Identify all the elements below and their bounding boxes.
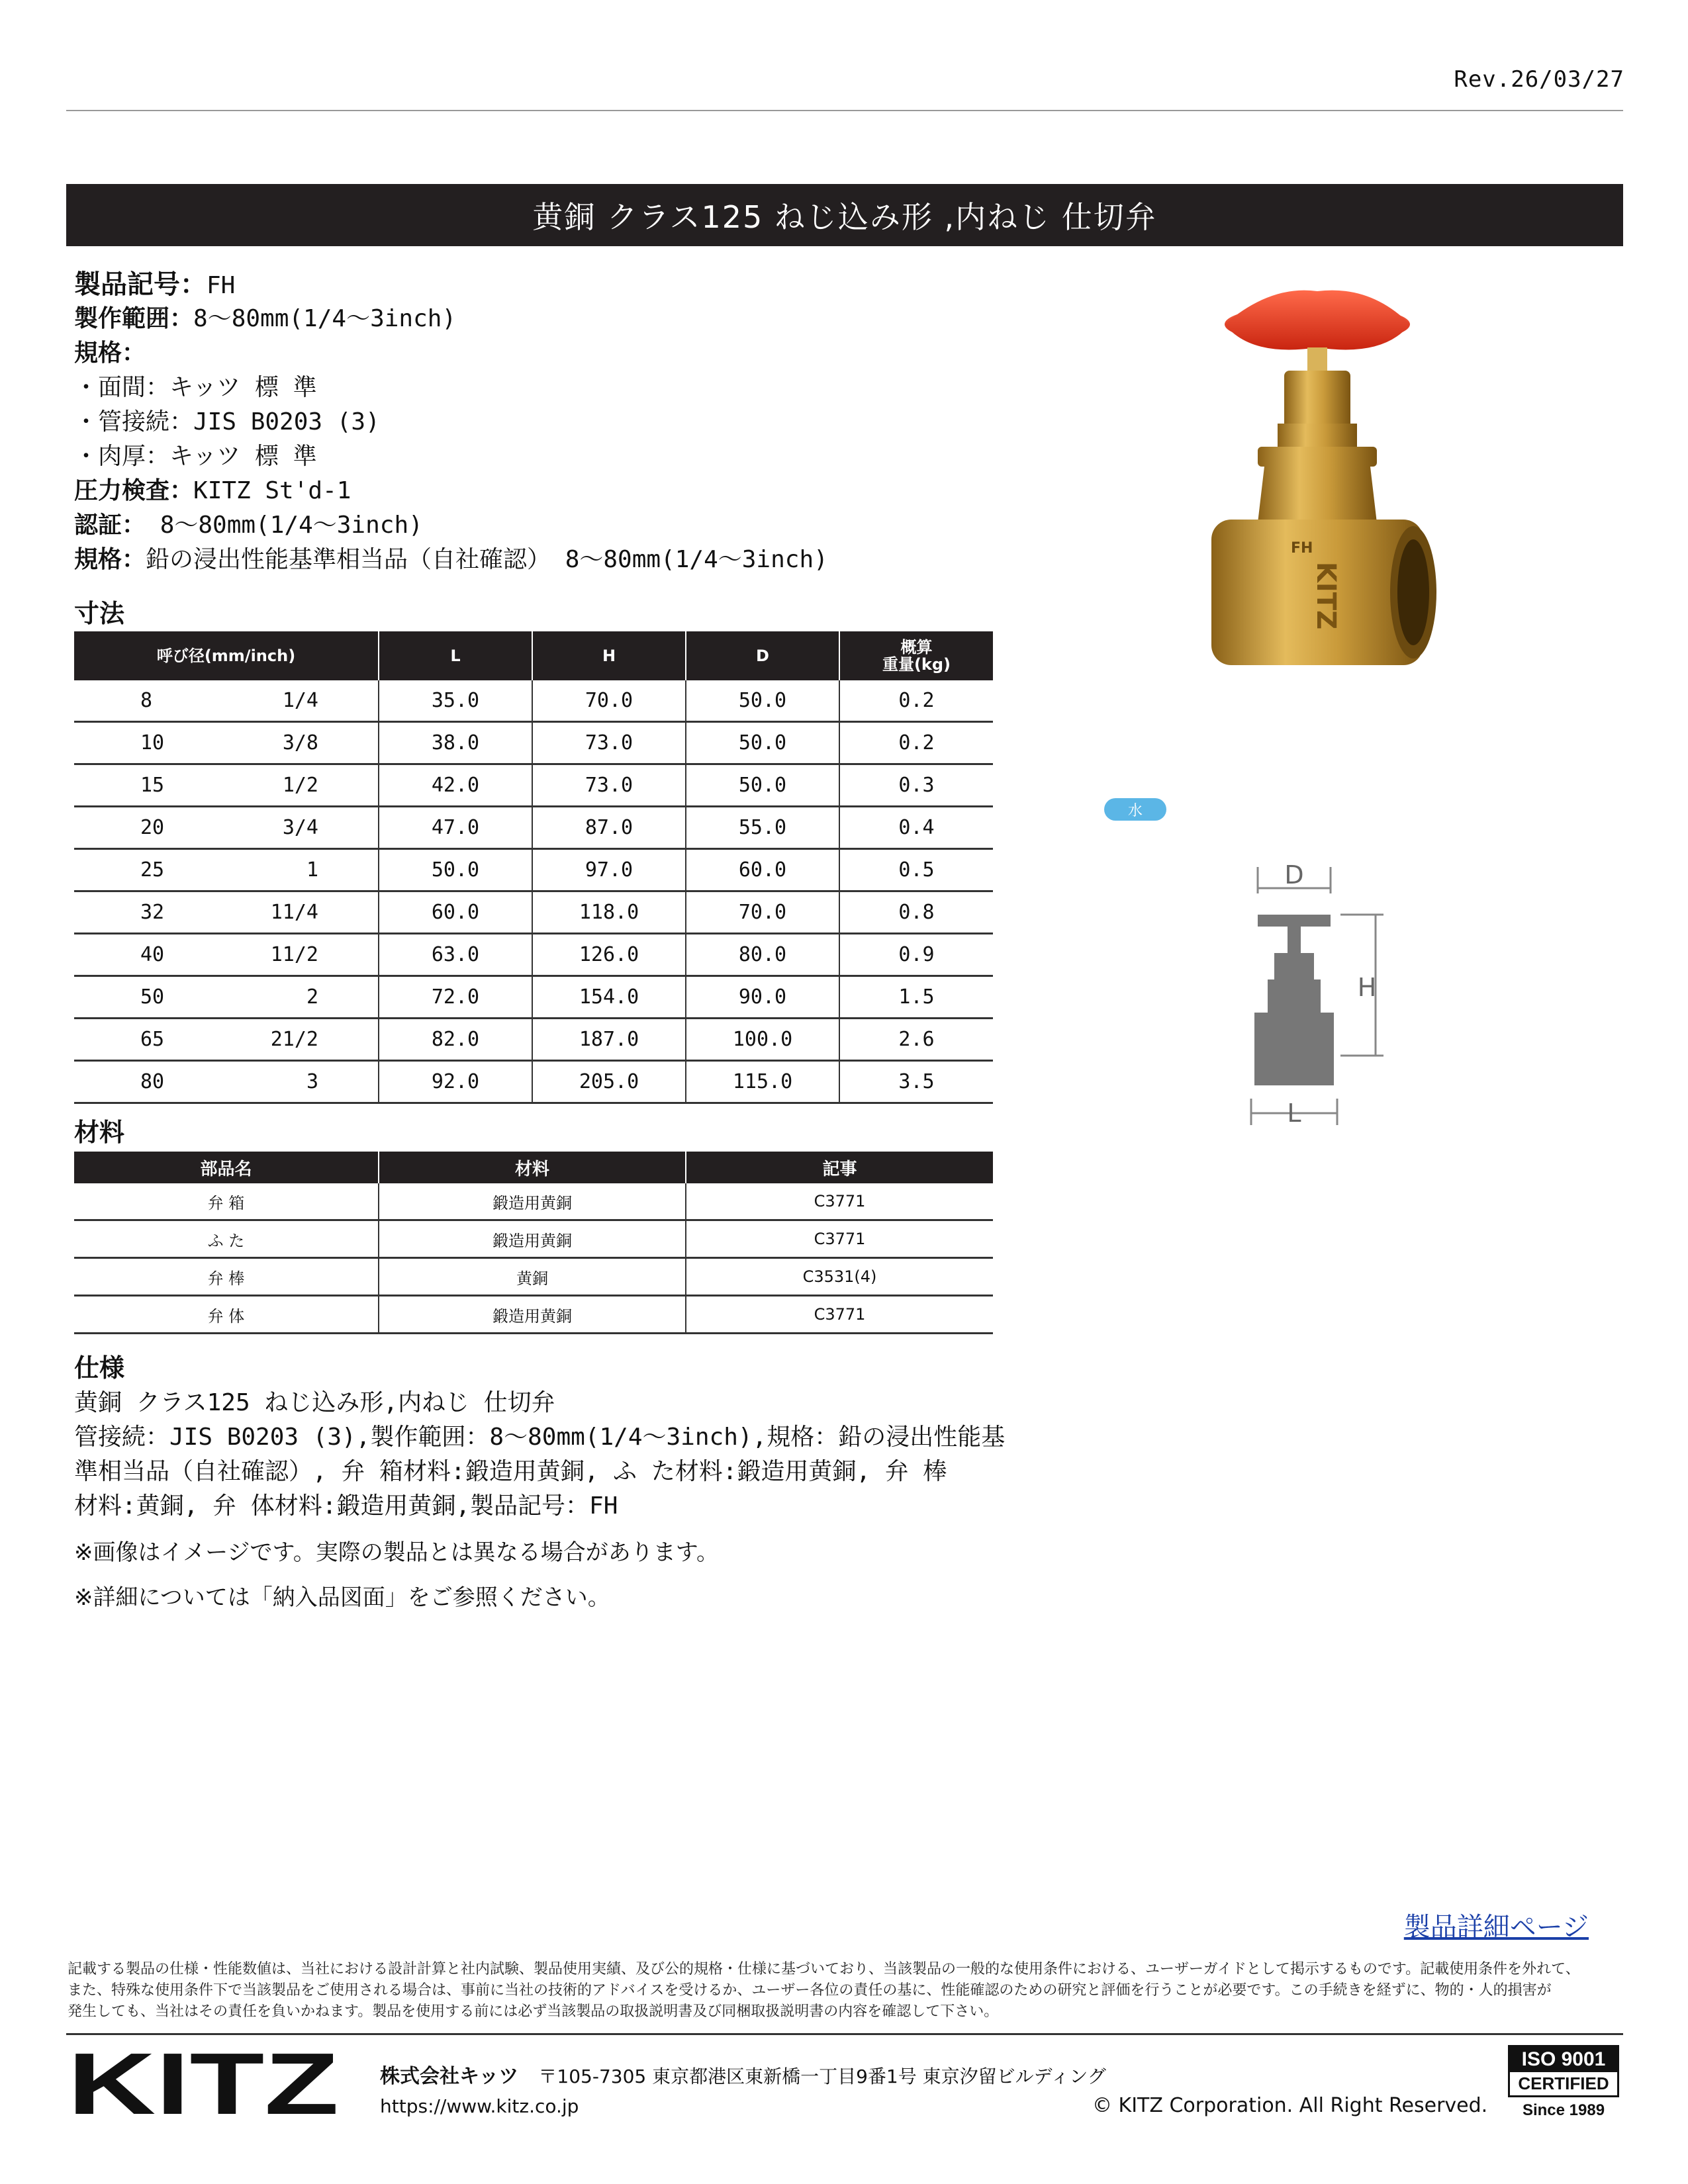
size-inch: 1/4 bbox=[282, 689, 318, 712]
weight-cell: 0.5 bbox=[839, 849, 993, 891]
specification-heading: 仕様 bbox=[74, 1353, 125, 1383]
l-cell: 38.0 bbox=[379, 722, 532, 764]
part-cell: 弁 体 bbox=[74, 1296, 379, 1334]
table-row bbox=[74, 934, 993, 976]
spec-line-size-range bbox=[74, 302, 456, 336]
table-row bbox=[74, 976, 993, 1019]
note-cell: C3771 bbox=[686, 1220, 993, 1258]
diagram-label-d: D bbox=[1284, 860, 1304, 889]
col-h: H bbox=[532, 631, 686, 680]
l-cell: 47.0 bbox=[379, 807, 532, 849]
materials-heading: 材料 bbox=[74, 1118, 125, 1147]
d-cell: 90.0 bbox=[686, 976, 839, 1019]
nominal-size-cell bbox=[74, 680, 379, 722]
spec-line-face-to-face bbox=[74, 371, 317, 405]
col-d: D bbox=[686, 631, 839, 680]
specification-line: 準相当品（自社確認）, 弁 箱材料:鍛造用黄銅, ふ た材料:鍛造用黄銅, 弁 棒 bbox=[74, 1458, 947, 1485]
spec-label: 認証： bbox=[74, 512, 146, 539]
revision-date: Rev.26/03/27 bbox=[1454, 66, 1624, 93]
size-inch: 11/4 bbox=[270, 901, 318, 924]
size-mm: 15 bbox=[140, 774, 165, 797]
weight-cell: 2.6 bbox=[839, 1019, 993, 1061]
spec-line-pressure-test bbox=[74, 474, 351, 508]
size-inch: 1/2 bbox=[282, 774, 318, 797]
iso-since: Since 1989 bbox=[1522, 2101, 1605, 2119]
l-cell: 72.0 bbox=[379, 976, 532, 1019]
d-cell: 60.0 bbox=[686, 849, 839, 891]
d-cell: 50.0 bbox=[686, 764, 839, 807]
dimensions-heading: 寸法 bbox=[74, 599, 125, 628]
disclaimer bbox=[68, 1959, 1623, 2023]
l-cell: 42.0 bbox=[379, 764, 532, 807]
weight-cell: 0.3 bbox=[839, 764, 993, 807]
size-mm: 40 bbox=[140, 943, 165, 966]
weight-cell: 0.2 bbox=[839, 680, 993, 722]
bonnet-marking: FH bbox=[1291, 540, 1313, 557]
d-cell: 115.0 bbox=[686, 1061, 839, 1103]
footer-divider bbox=[66, 2033, 1623, 2035]
col-l: L bbox=[379, 631, 532, 680]
l-cell: 35.0 bbox=[379, 680, 532, 722]
size-mm: 20 bbox=[140, 816, 165, 839]
specification-line: 材料:黄銅, 弁 体材料:鍛造用黄銅,製品記号：FH bbox=[74, 1492, 618, 1520]
table-row bbox=[74, 1183, 993, 1220]
spec-value: ・肉厚：キッツ 標 準 bbox=[74, 443, 317, 470]
table-row bbox=[74, 1258, 993, 1296]
nominal-size-cell bbox=[74, 976, 379, 1019]
col-nominal-size: 呼び径(mm/inch) bbox=[74, 631, 379, 680]
h-cell: 73.0 bbox=[532, 722, 686, 764]
spec-line-connection bbox=[74, 405, 380, 439]
material-cell: 鍛造用黄銅 bbox=[379, 1220, 686, 1258]
top-divider bbox=[66, 110, 1623, 111]
size-mm: 65 bbox=[140, 1028, 165, 1051]
size-mm: 32 bbox=[140, 901, 165, 924]
d-cell: 55.0 bbox=[686, 807, 839, 849]
spec-line-certification bbox=[74, 508, 423, 543]
dimension-diagram bbox=[1244, 854, 1403, 1132]
part-cell: 弁 箱 bbox=[74, 1183, 379, 1220]
table-header-row bbox=[74, 1152, 993, 1183]
spec-value: KITZ St'd-1 bbox=[193, 477, 352, 504]
note-cell: C3531(4) bbox=[686, 1258, 993, 1296]
spec-label: 規格： bbox=[74, 546, 146, 573]
d-cell: 50.0 bbox=[686, 722, 839, 764]
table-row bbox=[74, 680, 993, 722]
note-cell: C3771 bbox=[686, 1296, 993, 1334]
material-cell: 鍛造用黄銅 bbox=[379, 1296, 686, 1334]
weight-cell: 0.8 bbox=[839, 891, 993, 934]
material-cell: 黄銅 bbox=[379, 1258, 686, 1296]
spec-label: 圧力検査： bbox=[74, 477, 194, 504]
size-inch: 3/8 bbox=[282, 731, 318, 754]
iso-box bbox=[1508, 2045, 1619, 2097]
nominal-size-cell bbox=[74, 764, 379, 807]
d-cell: 80.0 bbox=[686, 934, 839, 976]
address: 〒105-7305 東京都港区東新橋一丁目9番1号 東京汐留ビルディング bbox=[538, 2066, 1106, 2087]
spec-line-standard bbox=[74, 336, 146, 371]
table-row bbox=[74, 1019, 993, 1061]
size-inch: 3 bbox=[306, 1070, 318, 1093]
water-badge: 水 bbox=[1104, 798, 1166, 821]
spec-line-product-code bbox=[74, 267, 235, 303]
h-cell: 187.0 bbox=[532, 1019, 686, 1061]
table-row bbox=[74, 849, 993, 891]
table-row bbox=[74, 764, 993, 807]
specification-text bbox=[74, 1386, 1014, 1524]
size-inch: 21/2 bbox=[270, 1028, 318, 1051]
dimensions-table bbox=[74, 631, 993, 1104]
col-weight-line2: 重量(kg) bbox=[882, 655, 951, 674]
table-row bbox=[74, 1220, 993, 1258]
size-mm: 50 bbox=[140, 985, 165, 1009]
l-cell: 50.0 bbox=[379, 849, 532, 891]
weight-cell: 0.9 bbox=[839, 934, 993, 976]
table-row bbox=[74, 891, 993, 934]
page-title: 黄銅 クラス125 ねじ込み形 ,内ねじ 仕切弁 bbox=[66, 184, 1623, 246]
note-cell: C3771 bbox=[686, 1183, 993, 1220]
h-cell: 126.0 bbox=[532, 934, 686, 976]
weight-cell: 1.5 bbox=[839, 976, 993, 1019]
spec-label: 製品記号： bbox=[74, 269, 207, 300]
col-weight-line1: 概算 bbox=[900, 638, 933, 657]
size-inch: 2 bbox=[306, 985, 318, 1009]
l-cell: 63.0 bbox=[379, 934, 532, 976]
valve-product-image bbox=[1185, 285, 1450, 761]
size-mm: 10 bbox=[140, 731, 165, 754]
drawing-note: ※詳細については「納入品図面」をご参照ください。 bbox=[74, 1584, 610, 1611]
spec-value: ・面間：キッツ 標 準 bbox=[74, 374, 317, 401]
h-cell: 118.0 bbox=[532, 891, 686, 934]
d-cell: 70.0 bbox=[686, 891, 839, 934]
nominal-size-cell bbox=[74, 807, 379, 849]
table-row bbox=[74, 1296, 993, 1334]
nominal-size-cell bbox=[74, 849, 379, 891]
weight-cell: 3.5 bbox=[839, 1061, 993, 1103]
company-url[interactable]: https://www.kitz.co.jp bbox=[380, 2095, 579, 2117]
size-mm: 8 bbox=[140, 689, 153, 712]
h-cell: 70.0 bbox=[532, 680, 686, 722]
table-row bbox=[74, 807, 993, 849]
product-detail-link[interactable]: 製品詳細ページ bbox=[1403, 1912, 1589, 1942]
spec-value: 8～80mm(1/4～3inch) bbox=[146, 512, 423, 539]
table-row bbox=[74, 722, 993, 764]
col-part: 部品名 bbox=[74, 1152, 379, 1183]
disclaimer-line: また、特殊な使用条件下で当該製品をご使用される場合は、事前に当社の技術的アドバイスを受けるか、ユーザー各位の責任の基に、性能確認のための研究と評価を行うことが必要です。この手続きを経ずに、物的・人的損害が bbox=[68, 1982, 1552, 1999]
l-cell: 82.0 bbox=[379, 1019, 532, 1061]
nominal-size-cell bbox=[74, 891, 379, 934]
d-cell: 50.0 bbox=[686, 680, 839, 722]
size-inch: 3/4 bbox=[282, 816, 318, 839]
kitz-logo-text: KITZ bbox=[68, 2049, 339, 2122]
l-cell: 92.0 bbox=[379, 1061, 532, 1103]
size-mm: 25 bbox=[140, 858, 165, 882]
body-marking: KITZ bbox=[1311, 561, 1341, 630]
size-inch: 1 bbox=[306, 858, 318, 882]
nominal-size-cell bbox=[74, 1061, 379, 1103]
iso-certified: CERTIFIED bbox=[1518, 2073, 1609, 2093]
disclaimer-line: 発生しても、当社はその責任を負いかねます。製品を使用する前には必ず当該製品の取扱説明書及び同梱取扱説明書の内容を確認して下さい。 bbox=[68, 2003, 999, 2020]
weight-cell: 0.4 bbox=[839, 807, 993, 849]
spec-label: 製作範囲： bbox=[74, 305, 194, 332]
spec-value: ・管接続：JIS B0203 (3) bbox=[74, 408, 380, 435]
diagram-label-h: H bbox=[1357, 973, 1377, 1002]
col-material: 材料 bbox=[379, 1152, 686, 1183]
col-weight bbox=[839, 631, 993, 680]
size-inch: 11/2 bbox=[270, 943, 318, 966]
iso-certification-mark bbox=[1508, 2045, 1619, 2120]
spec-value: 8～80mm(1/4～3inch) bbox=[193, 305, 457, 332]
material-cell: 鍛造用黄銅 bbox=[379, 1183, 686, 1220]
weight-cell: 0.2 bbox=[839, 722, 993, 764]
nominal-size-cell bbox=[74, 934, 379, 976]
table-header-row bbox=[74, 631, 993, 680]
nominal-size-cell bbox=[74, 1019, 379, 1061]
spec-line-lead-standard bbox=[74, 543, 828, 577]
h-cell: 97.0 bbox=[532, 849, 686, 891]
table-row bbox=[74, 1061, 993, 1103]
col-note: 記事 bbox=[686, 1152, 993, 1183]
diagram-label-l: L bbox=[1287, 1099, 1301, 1128]
specification-line: 黄銅 クラス125 ねじ込み形,内ねじ 仕切弁 bbox=[74, 1389, 555, 1416]
spec-label: 規格： bbox=[74, 340, 146, 367]
h-cell: 205.0 bbox=[532, 1061, 686, 1103]
l-cell: 60.0 bbox=[379, 891, 532, 934]
spec-line-wall-thickness bbox=[74, 439, 317, 474]
size-mm: 80 bbox=[140, 1070, 165, 1093]
materials-table bbox=[74, 1152, 993, 1334]
kitz-logo bbox=[68, 2049, 346, 2122]
disclaimer-line: 記載する製品の仕様・性能数値は、当社における設計計算と社内試験、製品使用実績、及び公的規格・仕様に基づいており、当該製品の一般的な使用条件における、ユーザーガイドとして掲示するものです。記載使用条件を外れて、 bbox=[68, 1961, 1580, 1978]
spec-value: FH bbox=[207, 272, 236, 299]
company-name: 株式会社キッツ bbox=[380, 2065, 519, 2088]
part-cell: ふ た bbox=[74, 1220, 379, 1258]
company-address bbox=[380, 2060, 1106, 2089]
d-cell: 100.0 bbox=[686, 1019, 839, 1061]
image-note: ※画像はイメージです。実際の製品とは異なる場合があります。 bbox=[74, 1539, 720, 1566]
specification-line: 管接続：JIS B0203 (3),製作範囲：8～80mm(1/4～3inch),規格：鉛の浸出性能基 bbox=[74, 1424, 1006, 1451]
nominal-size-cell bbox=[74, 722, 379, 764]
spec-value: 鉛の浸出性能基準相当品（自社確認） 8～80mm(1/4～3inch) bbox=[146, 546, 828, 573]
part-cell: 弁 棒 bbox=[74, 1258, 379, 1296]
h-cell: 154.0 bbox=[532, 976, 686, 1019]
h-cell: 87.0 bbox=[532, 807, 686, 849]
copyright: © KITZ Corporation. All Right Reserved. bbox=[1092, 2094, 1488, 2117]
h-cell: 73.0 bbox=[532, 764, 686, 807]
iso-label: ISO 9001 bbox=[1510, 2047, 1617, 2072]
